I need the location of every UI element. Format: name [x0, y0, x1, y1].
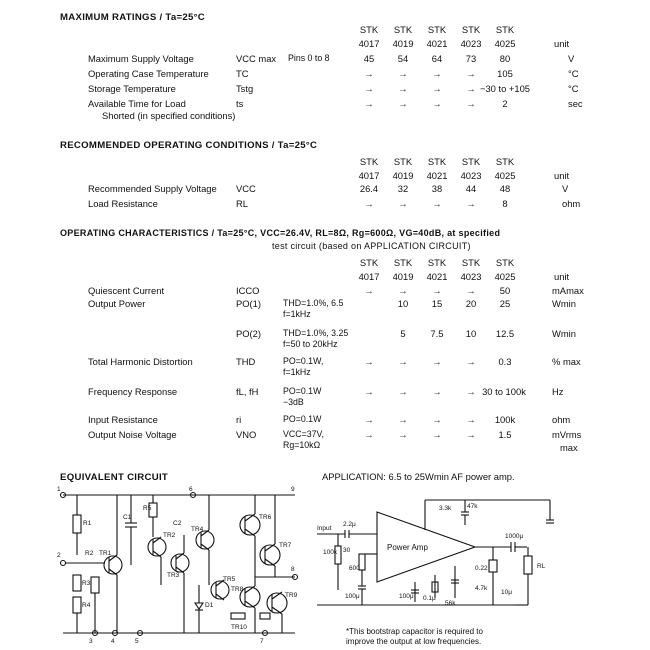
row-value: −30 to +105: [479, 83, 531, 94]
row-value: →: [432, 68, 442, 79]
svg-text:4.7k: 4.7k: [475, 585, 488, 592]
row-value: →: [398, 83, 408, 94]
column-model: 4017: [358, 271, 380, 282]
row-value: 64: [431, 53, 443, 64]
column-brand: STK: [359, 24, 379, 35]
column-unit-header: unit: [554, 271, 570, 282]
svg-text:3: 3: [89, 638, 93, 645]
row-value: →: [398, 285, 408, 296]
column-model: 4021: [426, 170, 448, 181]
row-value: →: [364, 285, 374, 296]
svg-text:R2: R2: [85, 550, 94, 557]
column-brand: STK: [427, 257, 447, 268]
row-value: →: [466, 83, 476, 94]
svg-text:R5: R5: [143, 505, 152, 512]
column-unit-header: unit: [554, 170, 570, 181]
column-model: 4025: [494, 170, 516, 181]
row-value: 25: [499, 298, 511, 309]
row-unit: mAmax: [552, 285, 584, 296]
equivalent-circuit-title: EQUIVALENT CIRCUIT: [60, 472, 169, 483]
svg-text:TR1: TR1: [99, 550, 112, 557]
row-unit: °C: [568, 68, 579, 79]
column-brand: STK: [461, 24, 481, 35]
row-label: Operating Case Temperature: [88, 68, 209, 79]
row-value: →: [364, 83, 374, 94]
svg-text:TR6: TR6: [259, 514, 272, 521]
row-symbol: TC: [236, 68, 249, 79]
svg-text:RL: RL: [537, 563, 546, 570]
row-label: Frequency Response: [88, 386, 178, 397]
row-symbol: ICCO: [236, 285, 260, 296]
row-condition: VCC=37V,: [283, 429, 324, 439]
svg-text:100μ: 100μ: [399, 593, 414, 600]
row-value: →: [432, 386, 442, 397]
row-label: Output Power: [88, 298, 146, 309]
row-value: →: [398, 98, 408, 109]
row-value: 10: [397, 298, 409, 309]
row-label: Storage Temperature: [88, 83, 176, 94]
row-condition: THD=1.0%, 6.5: [283, 298, 344, 308]
row-symbol: VCC: [236, 183, 256, 194]
operating-title: OPERATING CHARACTERISTICS / Ta=25°C, VCC=26.4V, RL=8Ω, Rg=600Ω, VG=40dB, at specified: [60, 228, 501, 238]
row-symbol: RL: [236, 198, 248, 209]
column-brand: STK: [427, 156, 447, 167]
row-value: →: [466, 386, 476, 397]
max-ratings-title: MAXIMUM RATINGS / Ta=25°C: [60, 12, 206, 23]
column-model: 4017: [358, 170, 380, 181]
row-unit: V: [562, 183, 569, 194]
column-brand: STK: [461, 257, 481, 268]
row-value: 1.5: [498, 429, 512, 440]
row-value: 30 to 100k: [482, 386, 526, 397]
application-circuit-diagram: [315, 490, 555, 618]
column-unit-header: unit: [554, 38, 570, 49]
row-value: 44: [465, 183, 477, 194]
row-value: →: [466, 429, 476, 440]
column-brand: STK: [495, 24, 515, 35]
row-symbol: PO(2): [236, 328, 262, 339]
svg-text:R4: R4: [82, 602, 91, 609]
row-value: 7.5: [430, 328, 444, 339]
svg-text:TR10: TR10: [231, 624, 247, 631]
row-symbol: ts: [236, 98, 244, 109]
row-value: 8: [502, 198, 508, 209]
svg-text:4: 4: [111, 638, 115, 645]
column-model: 4021: [426, 38, 448, 49]
svg-text:Power Amp: Power Amp: [387, 543, 428, 552]
svg-text:C2: C2: [173, 520, 182, 527]
row-unit: ohm: [562, 198, 581, 209]
column-brand: STK: [359, 156, 379, 167]
svg-text:56k: 56k: [445, 600, 456, 607]
svg-text:TR5: TR5: [223, 576, 236, 583]
row-value: 73: [465, 53, 477, 64]
application-note-2: improve the output at low frequencies.: [346, 637, 482, 646]
application-title: APPLICATION: 6.5 to 25Wmin AF power amp.: [322, 471, 515, 482]
row-symbol: THD: [236, 356, 256, 367]
row-label: Recommended Supply Voltage: [88, 183, 217, 194]
column-brand: STK: [393, 24, 413, 35]
svg-text:5: 5: [135, 638, 139, 645]
row-unit: ohm: [552, 414, 571, 425]
row-label: Total Harmonic Distortion: [88, 356, 193, 367]
svg-text:TR7: TR7: [279, 542, 292, 549]
row-symbol: PO(1): [236, 298, 262, 309]
row-value: 80: [499, 53, 511, 64]
row-unit: Hz: [552, 386, 564, 397]
svg-text:10μ: 10μ: [501, 589, 512, 596]
row-value: →: [466, 414, 476, 425]
row-symbol: VCC max: [236, 53, 277, 64]
row-condition: PO=0.1W,: [283, 356, 324, 366]
row-value: →: [364, 356, 374, 367]
svg-text:8: 8: [291, 566, 295, 573]
row-value: 54: [397, 53, 409, 64]
svg-text:2.2μ: 2.2μ: [343, 521, 356, 528]
row-value: →: [398, 356, 408, 367]
row-condition: Pins 0 to 8: [288, 53, 330, 63]
row-unit: Wmin: [552, 298, 576, 309]
row-condition-2: f=1kHz: [283, 309, 311, 319]
svg-text:3.3k: 3.3k: [439, 505, 452, 512]
svg-text:TR8: TR8: [231, 586, 244, 593]
row-value: →: [466, 198, 476, 209]
row-value: →: [466, 68, 476, 79]
row-symbol: VNO: [236, 429, 257, 440]
row-value: →: [432, 414, 442, 425]
svg-text:TR4: TR4: [191, 526, 204, 533]
svg-text:2: 2: [57, 552, 61, 559]
svg-text:R1: R1: [83, 520, 92, 527]
row-condition: THD=1.0%, 3.25: [283, 328, 349, 338]
column-brand: STK: [393, 257, 413, 268]
row-value: →: [398, 414, 408, 425]
row-condition: PO=0.1W: [283, 414, 322, 424]
row-value: →: [432, 98, 442, 109]
row-unit: sec: [568, 98, 583, 109]
equivalent-circuit-diagram: [55, 485, 305, 645]
row-label: Output Noise Voltage: [88, 429, 177, 440]
column-model: 4025: [494, 271, 516, 282]
svg-text:1000μ: 1000μ: [505, 533, 524, 540]
svg-text:R3: R3: [82, 580, 91, 587]
row-symbol: ri: [236, 414, 242, 425]
row-unit-2: max: [560, 442, 578, 453]
svg-text:600: 600: [349, 565, 360, 572]
row-value: →: [398, 386, 408, 397]
column-brand: STK: [359, 257, 379, 268]
row-value: →: [432, 356, 442, 367]
max-ratings-note: Shorted (in specified conditions): [102, 110, 236, 121]
row-unit: mVrms: [552, 429, 582, 440]
svg-text:6: 6: [189, 486, 193, 493]
row-value: 38: [431, 183, 443, 194]
svg-text:47k: 47k: [467, 503, 478, 510]
row-symbol: Tstg: [236, 83, 254, 94]
svg-text:7: 7: [260, 638, 264, 645]
column-model: 4025: [494, 38, 516, 49]
row-label: Quiescent Current: [88, 285, 165, 296]
row-value: →: [364, 386, 374, 397]
application-note-1: *This bootstrap capacitor is required to: [346, 627, 483, 636]
row-value: 20: [465, 298, 477, 309]
row-value: →: [466, 285, 476, 296]
row-condition-2: Rg=10kΩ: [283, 440, 321, 450]
row-value: →: [364, 429, 374, 440]
operating-title-2: test circuit (based on APPLICATION CIRCUIT): [272, 241, 471, 251]
svg-text:9: 9: [291, 486, 295, 493]
row-symbol: fL, fH: [236, 386, 259, 397]
column-model: 4019: [392, 271, 414, 282]
row-unit: % max: [552, 356, 581, 367]
column-brand: STK: [495, 257, 515, 268]
row-value: →: [432, 198, 442, 209]
svg-text:TR9: TR9: [285, 592, 298, 599]
row-label: Load Resistance: [88, 198, 158, 209]
svg-text:100k: 100k: [323, 549, 338, 556]
row-condition-2: f=50 to 20kHz: [283, 339, 338, 349]
row-value: →: [364, 68, 374, 79]
svg-text:TR2: TR2: [163, 532, 176, 539]
row-value: →: [364, 98, 374, 109]
row-value: 32: [397, 183, 409, 194]
row-value: →: [398, 429, 408, 440]
svg-text:0.1μ: 0.1μ: [423, 595, 436, 602]
column-model: 4019: [392, 38, 414, 49]
row-value: →: [432, 429, 442, 440]
row-unit: °C: [568, 83, 579, 94]
column-model: 4021: [426, 271, 448, 282]
row-value: →: [432, 83, 442, 94]
column-brand: STK: [427, 24, 447, 35]
svg-text:Input: Input: [317, 525, 332, 532]
svg-text:100μ: 100μ: [345, 593, 360, 600]
row-label: Available Time for Load: [88, 98, 186, 109]
svg-text:D1: D1: [205, 602, 214, 609]
column-model: 4019: [392, 170, 414, 181]
row-condition: PO=0.1W: [283, 386, 322, 396]
recommended-title: RECOMMENDED OPERATING CONDITIONS / Ta=25°C: [60, 140, 318, 151]
column-model: 4023: [460, 170, 482, 181]
column-brand: STK: [495, 156, 515, 167]
row-value: 0.3: [498, 356, 512, 367]
row-value: →: [432, 285, 442, 296]
row-condition-2: −3dB: [283, 397, 304, 407]
row-value: 100k: [494, 414, 516, 425]
row-value: →: [398, 68, 408, 79]
row-label: Maximum Supply Voltage: [88, 53, 194, 64]
row-value: →: [364, 198, 374, 209]
row-condition-2: f=1kHz: [283, 367, 311, 377]
row-value: 2: [502, 98, 508, 109]
row-value: 105: [497, 68, 513, 79]
column-brand: STK: [393, 156, 413, 167]
column-model: 4017: [358, 38, 380, 49]
row-value: →: [398, 198, 408, 209]
row-value: →: [466, 98, 476, 109]
row-value: 5: [400, 328, 406, 339]
row-value: →: [466, 356, 476, 367]
row-value: →: [364, 414, 374, 425]
column-model: 4023: [460, 38, 482, 49]
column-brand: STK: [461, 156, 481, 167]
column-model: 4023: [460, 271, 482, 282]
row-value: 10: [465, 328, 477, 339]
row-value: 26.4: [359, 183, 379, 194]
row-value: 50: [499, 285, 511, 296]
row-unit: V: [568, 53, 575, 64]
row-value: 45: [363, 53, 375, 64]
svg-text:30: 30: [343, 547, 351, 554]
row-unit: Wmin: [552, 328, 576, 339]
row-value: 12.5: [495, 328, 515, 339]
row-value: 48: [499, 183, 511, 194]
row-label: Input Resistance: [88, 414, 158, 425]
svg-text:0.22: 0.22: [475, 565, 488, 572]
svg-text:1: 1: [57, 486, 61, 493]
svg-text:C1: C1: [123, 514, 132, 521]
svg-text:TR3: TR3: [167, 572, 180, 579]
row-value: 15: [431, 298, 443, 309]
